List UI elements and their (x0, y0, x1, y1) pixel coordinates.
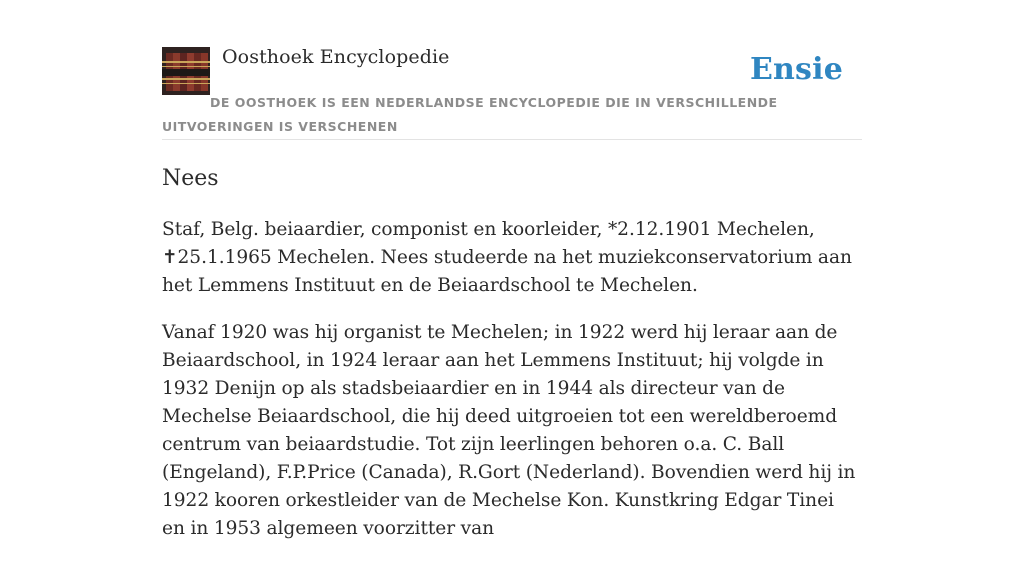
encyclopedia-books-icon[interactable] (162, 47, 210, 95)
article-title: Nees (162, 166, 219, 191)
site-name[interactable]: Oosthoek Encyclopedie (222, 46, 450, 68)
article-paragraph: Vanaf 1920 was hij organist te Mechelen; in 1922 werd hij leraar aan de Beiaardschool, in 1924 leraar aan het Lemmens Instituut; hij volgde in 1932 Denijn op als stadsbeiaardier en in 1944 als directeur van de Mechelse Beiaardschool, die hij deed uitgroeien tot een wereldberoemd centrum van beiaardstudie. Tot zijn leerlingen behoren o.a. C. Ball (Engeland), F.P.Price (Canada), R.Gort (Nederland). Bovendien werd hij in 1922 kooren orkestleider van de Mechelse Kon. Kunstkring Edgar Tinei en in 1953 algemeen voorzitter van (162, 322, 856, 539)
article-paragraph: Staf, Belg. beiaardier, componist en koorleider, *2.12.1901 Mechelen, ✝25.1.1965 Mechelen. Nees studeerde na het muziekconservatorium aan het Lemmens Instituut en de Beiaardschool te Mechelen. (162, 219, 852, 296)
site-tagline: DE OOSTHOEK IS EEN NEDERLANDSE ENCYCLOPEDIE DIE IN VERSCHILLENDE UITVOERINGEN IS VERSCHENEN (162, 95, 778, 134)
article-body (162, 216, 862, 543)
main-container (162, 0, 862, 562)
brand-logo[interactable]: Ensie (749, 52, 843, 87)
site-header (162, 0, 862, 140)
